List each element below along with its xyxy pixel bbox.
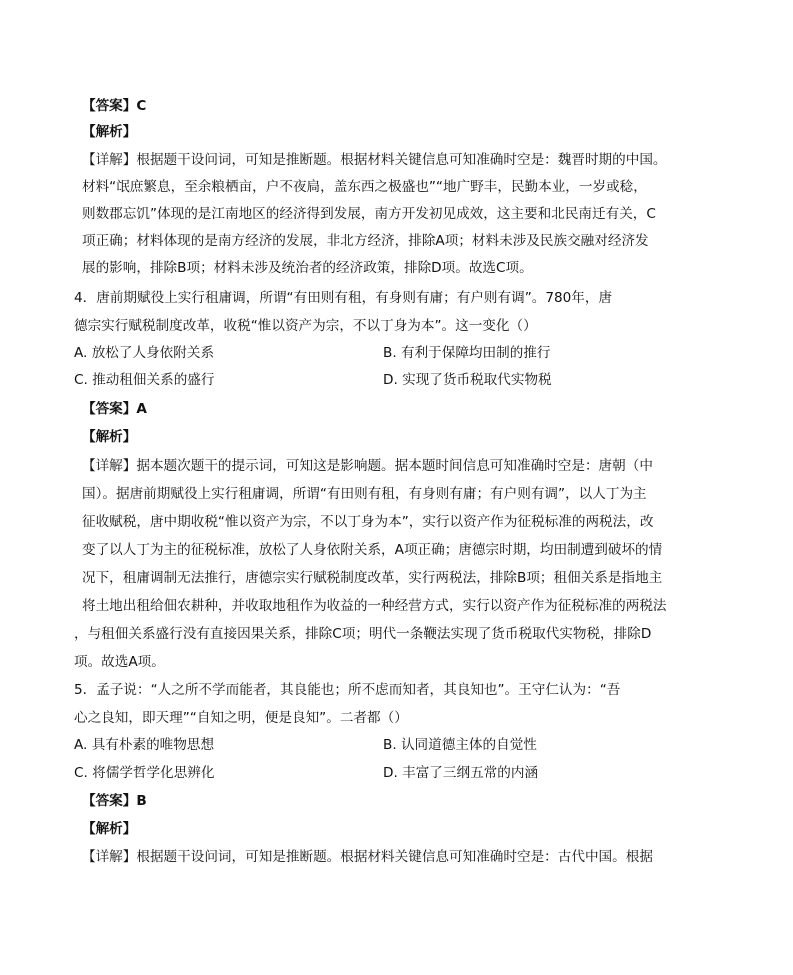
q3-analysis-label: 【解析】 <box>82 124 137 140</box>
q4-detail-line: 况下，租庸调制无法推行，唐德宗实行赋税制度改革，实行两税法，排除B项；租佃关系是指地主 <box>82 570 663 586</box>
answer-label: 【答案】 <box>82 401 137 417</box>
q3-detail-line: 展的影响，排除B项；材料未涉及统治者的经济政策，排除D项。故选C项。 <box>82 260 533 276</box>
q4-detail-line: 将土地出租给佃农耕种，并收取地租作为收益的一种经营方式，实行以资产作为征税标准的两税法 <box>82 598 667 614</box>
q5-option-a: A. 具有朴素的唯物思想 <box>74 737 215 753</box>
answer-value: B <box>136 793 147 809</box>
q5-detail-line: 【详解】根据题干设问词，可知是推断题。根据材料关键信息可知准确时空是：古代中国。根据 <box>82 849 653 865</box>
q5-stem-line: 5．孟子说：“人之所不学而能者，其良能也；所不虑而知者，其良知也”。王守仁认为：“吾 <box>74 682 621 698</box>
q4-detail-line: ，与租佃关系盛行没有直接因果关系，排除C项；明代一条鞭法实现了货币税取代实物税，排除D <box>74 626 652 642</box>
q4-option-c: C. 推动租佃关系的盛行 <box>74 372 215 388</box>
q4-stem-line: 4．唐前期赋役上实行租庸调，所谓“有田则有租，有身则有庸；有户则有调”。780年，唐 <box>74 290 613 306</box>
answer-value: A <box>136 401 147 417</box>
answer-label: 【答案】 <box>82 793 137 809</box>
q3-detail-line: 项正确；材料体现的是南方经济的发展，非北方经济，排除A项；材料未涉及民族交融对经济发 <box>82 233 649 249</box>
q3-answer <box>82 96 146 116</box>
q5-analysis-label: 【解析】 <box>82 821 137 837</box>
q5-option-c: C. 将儒学哲学化思辨化 <box>74 765 215 781</box>
q4-option-d: D. 实现了货币税取代实物税 <box>383 372 552 388</box>
q5-option-b: B. 认同道德主体的自觉性 <box>383 737 537 753</box>
q4-detail-line: 项。故选A项。 <box>74 654 165 670</box>
q4-option-b: B. 有利于保障均田制的推行 <box>383 345 551 361</box>
answer-label: 【答案】 <box>82 98 137 114</box>
q4-detail-line: 变了以人丁为主的征税标准，放松了人身依附关系，A项正确；唐德宗时期，均田制遭到破坏的情 <box>82 542 663 558</box>
answer-value: C <box>136 98 147 114</box>
q3-detail-line: 材料“氓庶繁息，至余粮栖亩，户不夜扃，盖东西之极盛也”“地广野丰，民勤本业，一岁或稔， <box>82 179 647 195</box>
q3-detail-line: 则数郡忘饥”体现的是江南地区的经济得到发展，南方开发初见成效，这主要和北民南迁有关，C <box>82 206 656 222</box>
q4-detail-line: 【详解】据本题次题干的提示词，可知这是影响题。据本题时间信息可知准确时空是：唐朝（中 <box>82 458 653 474</box>
q3-detail-line: 【详解】根据题干设问词，可知是推断题。根据材料关键信息可知准确时空是：魏晋时期的中国。 <box>82 152 667 168</box>
q4-answer <box>82 399 147 419</box>
q4-analysis-label: 【解析】 <box>82 429 137 445</box>
q5-stem-line: 心之良知，即天理”“自知之明，便是良知”。二者都（） <box>74 710 408 726</box>
q5-option-d: D. 丰富了三纲五常的内涵 <box>383 765 539 781</box>
q4-stem-line: 德宗实行赋税制度改革，收税“惟以资产为宗，不以丁身为本”。这一变化（） <box>74 318 537 334</box>
q4-detail-line: 征收赋税，唐中期收税“惟以资产为宗，不以丁身为本”，实行以资产作为征税标准的两税法，改 <box>82 514 654 530</box>
q5-answer <box>82 791 147 811</box>
q4-option-a: A. 放松了人身依附关系 <box>74 345 215 361</box>
q4-detail-line: 国）。据唐前期赋役上实行租庸调，所谓“有田则有租，有身则有庸；有户则有调”，以人丁为主 <box>82 486 647 502</box>
